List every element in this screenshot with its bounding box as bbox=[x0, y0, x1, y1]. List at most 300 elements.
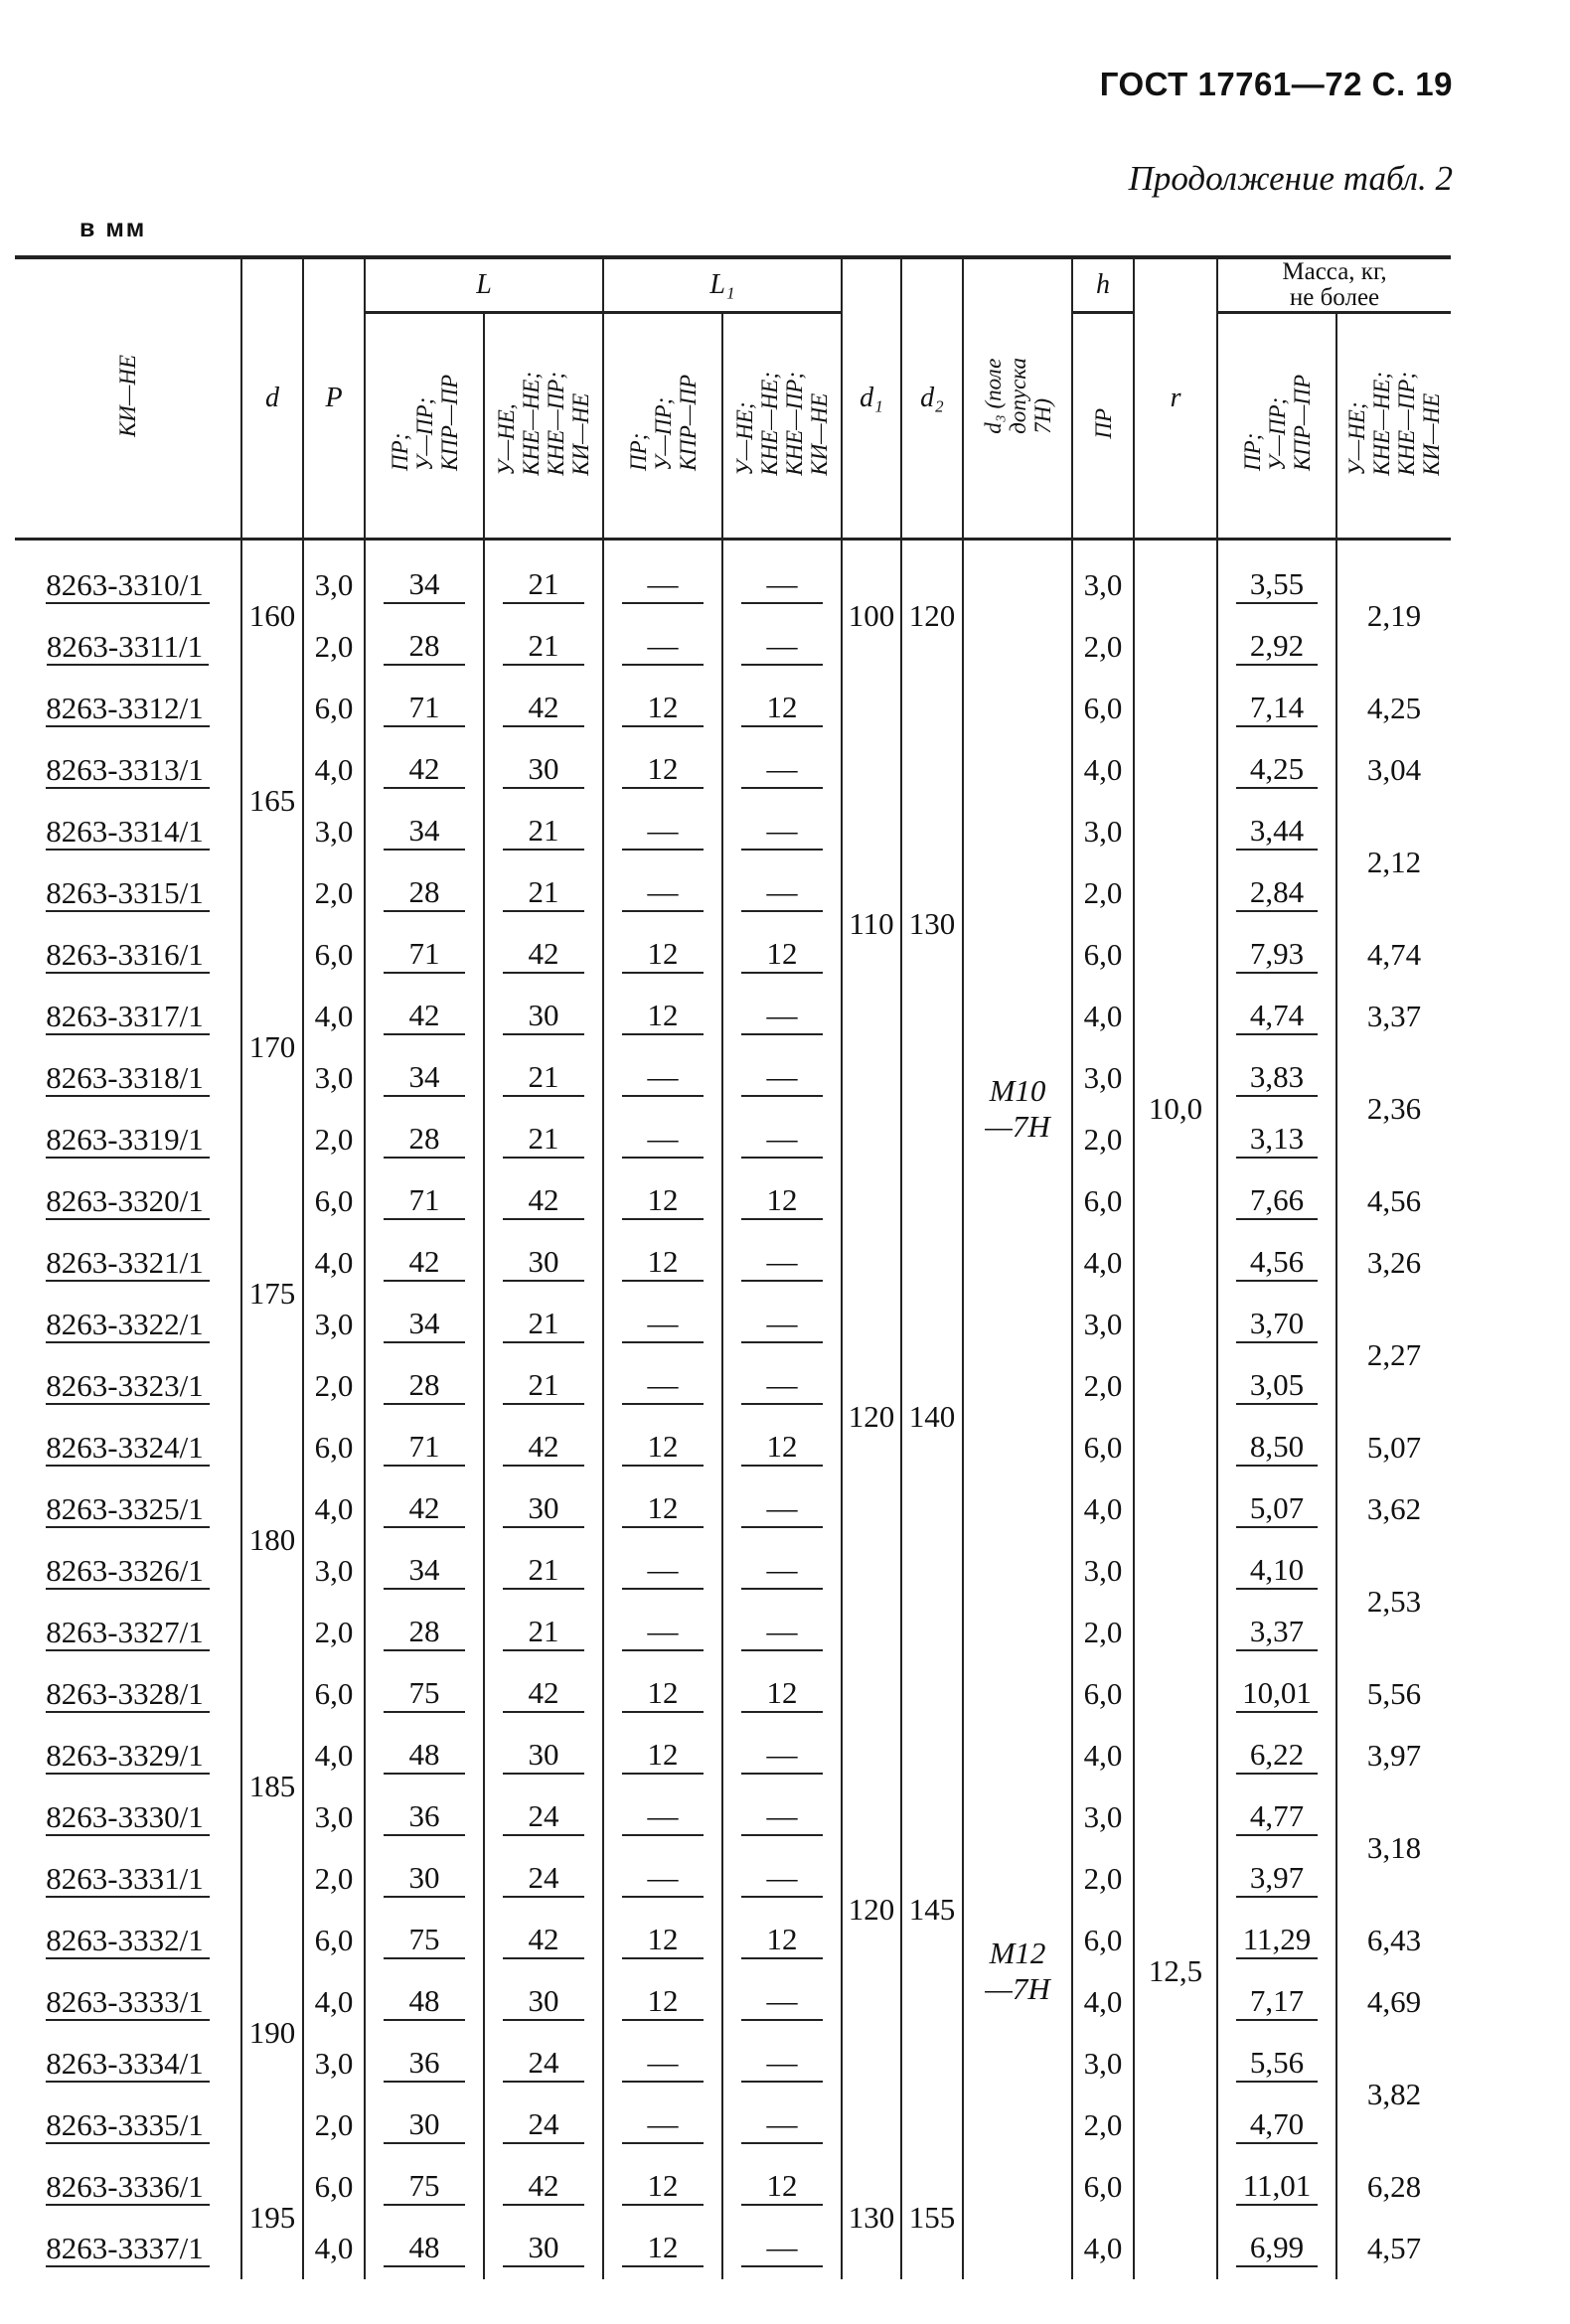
cell-h: 3,0 bbox=[1072, 540, 1134, 617]
cell-l-a bbox=[365, 1355, 484, 1417]
cell-h: 6,0 bbox=[1072, 1170, 1134, 1232]
cell-l-a-value: 30 bbox=[384, 2106, 466, 2144]
cell-code bbox=[15, 1294, 241, 1355]
cell-h: 4,0 bbox=[1072, 1232, 1134, 1294]
cell-mass-b: 4,56 bbox=[1336, 1170, 1451, 1232]
cell-mass-a-value: 4,25 bbox=[1236, 751, 1319, 789]
cell-l-b-value: 30 bbox=[503, 998, 585, 1035]
cell-mass-a-value: 4,74 bbox=[1236, 998, 1319, 1035]
cell-l1-a-value: — bbox=[622, 874, 705, 912]
cell-d: 160 bbox=[241, 540, 303, 679]
cell-mass-a bbox=[1217, 1109, 1336, 1170]
cell-mass-a bbox=[1217, 1910, 1336, 1971]
cell-l-a bbox=[365, 1540, 484, 1602]
cell-l-a-value: 36 bbox=[384, 1798, 466, 1836]
cell-l1-b bbox=[722, 1232, 842, 1294]
cell-l1-b-value: — bbox=[741, 2230, 824, 2267]
cell-l-b bbox=[484, 1786, 603, 1848]
cell-mass-a-value: 3,13 bbox=[1236, 1121, 1319, 1159]
cell-code bbox=[15, 1848, 241, 1910]
cell-code-value: 8263-3311/1 bbox=[47, 629, 209, 666]
cell-l-b bbox=[484, 801, 603, 862]
table-row bbox=[15, 1232, 1451, 1294]
cell-l-b-value: 30 bbox=[503, 2230, 585, 2267]
col-header-p: P bbox=[303, 257, 365, 540]
cell-mass-a bbox=[1217, 986, 1336, 1047]
cell-l1-a-value: 12 bbox=[622, 936, 705, 974]
cell-code-value: 8263-3325/1 bbox=[46, 1491, 209, 1528]
cell-l1-a bbox=[603, 678, 722, 739]
cell-code-value: 8263-3317/1 bbox=[46, 999, 209, 1035]
cell-l1-b-value: 12 bbox=[741, 1675, 824, 1713]
cell-code-value: 8263-3333/1 bbox=[46, 1984, 209, 2021]
cell-l1-a-value: 12 bbox=[622, 1922, 705, 1959]
cell-l1-b bbox=[722, 2156, 842, 2218]
cell-h: 2,0 bbox=[1072, 1355, 1134, 1417]
cell-l1-b bbox=[722, 1910, 842, 1971]
cell-mass-a bbox=[1217, 1294, 1336, 1355]
cell-l-b bbox=[484, 2094, 603, 2156]
cell-l-a-value: 36 bbox=[384, 2045, 466, 2083]
cell-l1-a bbox=[603, 1417, 722, 1478]
cell-l-a-value: 71 bbox=[384, 690, 466, 727]
cell-l-a-value: 42 bbox=[384, 1490, 466, 1528]
cell-l1-b-value: — bbox=[741, 1798, 824, 1836]
table-row bbox=[15, 739, 1451, 801]
cell-l-b-value: 21 bbox=[503, 1367, 585, 1405]
cell-l1-a bbox=[603, 540, 722, 617]
cell-p: 6,0 bbox=[303, 1417, 365, 1478]
cell-mass-a bbox=[1217, 1663, 1336, 1725]
cell-l1-a bbox=[603, 1109, 722, 1170]
col-header-l1-b: У—НЕ; КНЕ—НЕ; КНЕ—ПР; КИ—НЕ bbox=[722, 313, 842, 540]
col-header-mass-b: У—НЕ; КНЕ—НЕ; КНЕ—ПР; КИ—НЕ bbox=[1336, 313, 1451, 540]
cell-l-a bbox=[365, 1725, 484, 1786]
cell-l-b-value: 30 bbox=[503, 1490, 585, 1528]
table-row bbox=[15, 801, 1451, 862]
cell-l1-b-value: — bbox=[741, 874, 824, 912]
cell-mass-b: 2,53 bbox=[1336, 1540, 1451, 1663]
cell-code bbox=[15, 862, 241, 924]
table-row bbox=[15, 1294, 1451, 1355]
cell-d3: М10 —7Н bbox=[963, 540, 1072, 1664]
cell-p: 2,0 bbox=[303, 1602, 365, 1663]
cell-l-a-value: 30 bbox=[384, 1860, 466, 1898]
table-row bbox=[15, 2218, 1451, 2279]
cell-l-b bbox=[484, 1294, 603, 1355]
cell-l-a-value: 28 bbox=[384, 874, 466, 912]
cell-mass-b: 3,26 bbox=[1336, 1232, 1451, 1294]
cell-mass-a-value: 4,56 bbox=[1236, 1244, 1319, 1282]
cell-l-b-value: 30 bbox=[503, 1737, 585, 1775]
cell-p: 2,0 bbox=[303, 1848, 365, 1910]
cell-l1-b bbox=[722, 1848, 842, 1910]
cell-r: 10,0 bbox=[1134, 540, 1217, 1664]
cell-h: 2,0 bbox=[1072, 616, 1134, 678]
cell-l-b-value: 42 bbox=[503, 1922, 585, 1959]
cell-h: 3,0 bbox=[1072, 1294, 1134, 1355]
cell-code bbox=[15, 986, 241, 1047]
cell-l-a-value: 34 bbox=[384, 1306, 466, 1343]
cell-l1-a-value: — bbox=[622, 2045, 705, 2083]
cell-code-value: 8263-3337/1 bbox=[46, 2231, 209, 2267]
cell-l-a-value: 48 bbox=[384, 1737, 466, 1775]
unit-label: в мм bbox=[79, 215, 147, 242]
cell-mass-b: 3,62 bbox=[1336, 1478, 1451, 1540]
cell-l-a bbox=[365, 540, 484, 617]
cell-l-a bbox=[365, 616, 484, 678]
table-row bbox=[15, 986, 1451, 1047]
cell-l-b-value: 42 bbox=[503, 2168, 585, 2206]
cell-d: 185 bbox=[241, 1663, 303, 1910]
cell-l1-b-value: — bbox=[741, 2045, 824, 2083]
cell-d2: 130 bbox=[901, 678, 963, 1170]
cell-l-a-value: 75 bbox=[384, 1922, 466, 1959]
cell-l-a-value: 28 bbox=[384, 1367, 466, 1405]
cell-p: 4,0 bbox=[303, 1232, 365, 1294]
cell-d1: 110 bbox=[842, 678, 901, 1170]
cell-mass-a-value: 7,66 bbox=[1236, 1182, 1319, 1220]
cell-mass-b: 2,36 bbox=[1336, 1047, 1451, 1170]
table-row bbox=[15, 1478, 1451, 1540]
cell-p: 3,0 bbox=[303, 1786, 365, 1848]
cell-l1-b-value: — bbox=[741, 1059, 824, 1097]
cell-d2: 145 bbox=[901, 1663, 963, 2156]
cell-code bbox=[15, 739, 241, 801]
table-row bbox=[15, 1170, 1451, 1232]
cell-l-b bbox=[484, 1848, 603, 1910]
cell-l-b-value: 21 bbox=[503, 813, 585, 851]
cell-l1-a-value: 12 bbox=[622, 751, 705, 789]
cell-code bbox=[15, 801, 241, 862]
cell-h: 2,0 bbox=[1072, 2094, 1134, 2156]
cell-l-a-value: 75 bbox=[384, 1675, 466, 1713]
cell-mass-a bbox=[1217, 1478, 1336, 1540]
cell-mass-b: 3,97 bbox=[1336, 1725, 1451, 1786]
cell-l-a-value: 42 bbox=[384, 1244, 466, 1282]
col-header-h-pr: ПР bbox=[1072, 313, 1134, 540]
cell-p: 6,0 bbox=[303, 1663, 365, 1725]
cell-d2: 155 bbox=[901, 2156, 963, 2279]
cell-mass-b: 4,69 bbox=[1336, 1971, 1451, 2033]
cell-l1-a bbox=[603, 1848, 722, 1910]
cell-mass-a-value: 11,29 bbox=[1236, 1922, 1319, 1959]
cell-l1-a bbox=[603, 2218, 722, 2279]
cell-mass-b: 4,25 bbox=[1336, 678, 1451, 739]
cell-h: 3,0 bbox=[1072, 1786, 1134, 1848]
cell-h: 2,0 bbox=[1072, 1602, 1134, 1663]
cell-code bbox=[15, 1725, 241, 1786]
cell-l-b-value: 21 bbox=[503, 874, 585, 912]
cell-l-a-value: 71 bbox=[384, 1429, 466, 1467]
cell-l-a bbox=[365, 2094, 484, 2156]
cell-l1-b bbox=[722, 1047, 842, 1109]
cell-code bbox=[15, 1602, 241, 1663]
cell-h: 4,0 bbox=[1072, 986, 1134, 1047]
cell-l1-b-value: 12 bbox=[741, 1182, 824, 1220]
cell-l1-a bbox=[603, 2033, 722, 2094]
cell-l-b bbox=[484, 1725, 603, 1786]
col-header-l-a: ПР; У—ПР; КПР—ПР bbox=[365, 313, 484, 540]
cell-l-a bbox=[365, 1109, 484, 1170]
cell-mass-a bbox=[1217, 1971, 1336, 2033]
cell-code bbox=[15, 1232, 241, 1294]
cell-mass-a bbox=[1217, 540, 1336, 617]
cell-l1-b bbox=[722, 1109, 842, 1170]
cell-p: 6,0 bbox=[303, 1910, 365, 1971]
cell-code-value: 8263-3318/1 bbox=[46, 1060, 209, 1097]
cell-h: 3,0 bbox=[1072, 801, 1134, 862]
table-row bbox=[15, 1602, 1451, 1663]
cell-l-a-value: 71 bbox=[384, 936, 466, 974]
cell-l-a-value: 34 bbox=[384, 1552, 466, 1590]
cell-mass-a-value: 3,05 bbox=[1236, 1367, 1319, 1405]
cell-code bbox=[15, 1109, 241, 1170]
cell-code bbox=[15, 1663, 241, 1725]
cell-l-b bbox=[484, 862, 603, 924]
cell-l1-b-value: — bbox=[741, 1490, 824, 1528]
cell-mass-a bbox=[1217, 1786, 1336, 1848]
cell-code-value: 8263-3321/1 bbox=[46, 1245, 209, 1282]
cell-mass-a bbox=[1217, 1540, 1336, 1602]
cell-l1-a-value: 12 bbox=[622, 1675, 705, 1713]
cell-l-a bbox=[365, 678, 484, 739]
cell-code-value: 8263-3334/1 bbox=[46, 2046, 209, 2083]
cell-l-b-value: 42 bbox=[503, 690, 585, 727]
cell-l-b bbox=[484, 1663, 603, 1725]
cell-l1-b bbox=[722, 1355, 842, 1417]
cell-p: 4,0 bbox=[303, 739, 365, 801]
cell-l-b bbox=[484, 1047, 603, 1109]
cell-mass-a bbox=[1217, 1848, 1336, 1910]
cell-mass-a-value: 7,17 bbox=[1236, 1983, 1319, 2021]
cell-l-b bbox=[484, 1540, 603, 1602]
cell-l1-a-value: 12 bbox=[622, 1429, 705, 1467]
cell-code-value: 8263-3315/1 bbox=[46, 875, 209, 912]
cell-l-a bbox=[365, 1848, 484, 1910]
cell-mass-a-value: 7,93 bbox=[1236, 936, 1319, 974]
table-continuation-caption: Продолжение табл. 2 bbox=[1128, 159, 1453, 198]
cell-l-a bbox=[365, 2218, 484, 2279]
cell-l1-b bbox=[722, 1540, 842, 1602]
cell-l-b-value: 24 bbox=[503, 2045, 585, 2083]
cell-l1-a bbox=[603, 739, 722, 801]
cell-l-b bbox=[484, 1232, 603, 1294]
cell-mass-a-value: 2,92 bbox=[1236, 628, 1319, 666]
cell-l-b bbox=[484, 1971, 603, 2033]
cell-l-b bbox=[484, 2033, 603, 2094]
cell-l-b bbox=[484, 739, 603, 801]
cell-code-value: 8263-3322/1 bbox=[46, 1307, 209, 1343]
cell-p: 3,0 bbox=[303, 2033, 365, 2094]
cell-mass-a-value: 7,14 bbox=[1236, 690, 1319, 727]
cell-l-b-value: 21 bbox=[503, 566, 585, 604]
cell-code bbox=[15, 1047, 241, 1109]
col-header-l: L bbox=[365, 257, 603, 313]
cell-l-b-value: 21 bbox=[503, 1552, 585, 1590]
cell-l1-b-value: — bbox=[741, 1552, 824, 1590]
cell-mass-a bbox=[1217, 1170, 1336, 1232]
cell-l1-b-value: — bbox=[741, 1737, 824, 1775]
cell-mass-a bbox=[1217, 1602, 1336, 1663]
cell-mass-a bbox=[1217, 2156, 1336, 2218]
cell-l-b-value: 24 bbox=[503, 1798, 585, 1836]
col-header-l1: L₁ bbox=[603, 257, 842, 313]
cell-mass-a-value: 6,22 bbox=[1236, 1737, 1319, 1775]
cell-l1-b bbox=[722, 2033, 842, 2094]
cell-l1-a-value: — bbox=[622, 1306, 705, 1343]
cell-code-value: 8263-3324/1 bbox=[46, 1430, 209, 1467]
cell-p: 2,0 bbox=[303, 2094, 365, 2156]
cell-l1-a bbox=[603, 616, 722, 678]
cell-code-value: 8263-3329/1 bbox=[46, 1738, 209, 1775]
table-row bbox=[15, 924, 1451, 986]
cell-l1-a-value: — bbox=[622, 1367, 705, 1405]
cell-code-value: 8263-3320/1 bbox=[46, 1183, 209, 1220]
cell-code-value: 8263-3312/1 bbox=[46, 691, 209, 727]
cell-l-b-value: 21 bbox=[503, 1614, 585, 1651]
cell-l-b bbox=[484, 924, 603, 986]
cell-d1: 130 bbox=[842, 2156, 901, 2279]
table-row bbox=[15, 1047, 1451, 1109]
cell-l1-a bbox=[603, 1047, 722, 1109]
cell-l-a bbox=[365, 1047, 484, 1109]
cell-l1-a-value: 12 bbox=[622, 1244, 705, 1282]
cell-mass-a bbox=[1217, 1725, 1336, 1786]
cell-l-a bbox=[365, 1478, 484, 1540]
cell-p: 4,0 bbox=[303, 1478, 365, 1540]
cell-mass-a-value: 10,01 bbox=[1236, 1675, 1319, 1713]
cell-code bbox=[15, 1478, 241, 1540]
cell-r: 12,5 bbox=[1134, 1663, 1217, 2279]
cell-h: 2,0 bbox=[1072, 1848, 1134, 1910]
cell-h: 2,0 bbox=[1072, 1109, 1134, 1170]
cell-l1-b-value: 12 bbox=[741, 1429, 824, 1467]
cell-code bbox=[15, 2218, 241, 2279]
cell-mass-b: 3,82 bbox=[1336, 2033, 1451, 2156]
cell-l-b bbox=[484, 1478, 603, 1540]
cell-l-a bbox=[365, 1602, 484, 1663]
cell-l1-b bbox=[722, 2094, 842, 2156]
col-header-d2: d₂ bbox=[901, 257, 963, 540]
cell-h: 4,0 bbox=[1072, 739, 1134, 801]
cell-l1-b bbox=[722, 801, 842, 862]
cell-l1-b-value: — bbox=[741, 566, 824, 604]
cell-l-b-value: 30 bbox=[503, 1244, 585, 1282]
cell-h: 4,0 bbox=[1072, 1725, 1134, 1786]
cell-l-a-value: 48 bbox=[384, 2230, 466, 2267]
cell-l1-b-value: — bbox=[741, 1306, 824, 1343]
col-header-h: h bbox=[1072, 257, 1134, 313]
cell-d1: 120 bbox=[842, 1663, 901, 2156]
cell-l-a-value: 28 bbox=[384, 1614, 466, 1651]
col-header-mass-a: ПР; У—ПР; КПР—ПР bbox=[1217, 313, 1336, 540]
cell-l1-a bbox=[603, 1355, 722, 1417]
cell-mass-b: 5,07 bbox=[1336, 1417, 1451, 1478]
table-row bbox=[15, 2033, 1451, 2094]
cell-mass-b: 3,04 bbox=[1336, 739, 1451, 801]
cell-l-a-value: 34 bbox=[384, 1059, 466, 1097]
cell-l1-a bbox=[603, 924, 722, 986]
cell-l1-b bbox=[722, 1602, 842, 1663]
cell-p: 2,0 bbox=[303, 1109, 365, 1170]
cell-code bbox=[15, 1786, 241, 1848]
cell-l1-b bbox=[722, 1971, 842, 2033]
cell-mass-a bbox=[1217, 1232, 1336, 1294]
cell-l1-b-value: 12 bbox=[741, 1922, 824, 1959]
cell-mass-a-value: 6,99 bbox=[1236, 2230, 1319, 2267]
cell-l1-a bbox=[603, 1725, 722, 1786]
cell-l-a bbox=[365, 1294, 484, 1355]
cell-l1-a bbox=[603, 1786, 722, 1848]
cell-l1-a bbox=[603, 1478, 722, 1540]
cell-l-b bbox=[484, 2218, 603, 2279]
cell-mass-a-value: 5,07 bbox=[1236, 1490, 1319, 1528]
cell-l-b-value: 42 bbox=[503, 1675, 585, 1713]
cell-code-value: 8263-3313/1 bbox=[46, 752, 209, 789]
cell-code bbox=[15, 678, 241, 739]
cell-mass-a bbox=[1217, 2033, 1336, 2094]
dimensions-table bbox=[15, 255, 1451, 2279]
cell-code bbox=[15, 1540, 241, 1602]
cell-p: 4,0 bbox=[303, 1971, 365, 2033]
cell-p: 6,0 bbox=[303, 924, 365, 986]
cell-h: 6,0 bbox=[1072, 1910, 1134, 1971]
cell-l-a bbox=[365, 1663, 484, 1725]
cell-mass-b: 6,28 bbox=[1336, 2156, 1451, 2218]
cell-l-a-value: 75 bbox=[384, 2168, 466, 2206]
table-row bbox=[15, 1725, 1451, 1786]
cell-l-b bbox=[484, 1910, 603, 1971]
cell-mass-b: 3,37 bbox=[1336, 986, 1451, 1047]
cell-l1-a bbox=[603, 1294, 722, 1355]
cell-l1-a-value: — bbox=[622, 1121, 705, 1159]
cell-l1-a-value: — bbox=[622, 1059, 705, 1097]
cell-l-b bbox=[484, 1602, 603, 1663]
cell-mass-a-value: 4,77 bbox=[1236, 1798, 1319, 1836]
cell-d3: М12 —7Н bbox=[963, 1663, 1072, 2279]
cell-l-a-value: 48 bbox=[384, 1983, 466, 2021]
cell-l1-a-value: — bbox=[622, 1552, 705, 1590]
cell-l1-a bbox=[603, 2156, 722, 2218]
cell-l-a-value: 28 bbox=[384, 1121, 466, 1159]
cell-code-value: 8263-3328/1 bbox=[46, 1676, 209, 1713]
cell-l1-b bbox=[722, 1663, 842, 1725]
cell-h: 3,0 bbox=[1072, 1047, 1134, 1109]
cell-d2: 140 bbox=[901, 1170, 963, 1663]
cell-d: 165 bbox=[241, 678, 303, 924]
cell-code bbox=[15, 616, 241, 678]
cell-l1-a bbox=[603, 1910, 722, 1971]
cell-p: 3,0 bbox=[303, 801, 365, 862]
cell-code-value: 8263-3335/1 bbox=[46, 2107, 209, 2144]
cell-l1-b-value: — bbox=[741, 1244, 824, 1282]
cell-l1-b-value: — bbox=[741, 1121, 824, 1159]
cell-p: 6,0 bbox=[303, 1170, 365, 1232]
cell-l-b bbox=[484, 2156, 603, 2218]
cell-l1-b bbox=[722, 1294, 842, 1355]
cell-d: 175 bbox=[241, 1170, 303, 1417]
cell-code-value: 8263-3331/1 bbox=[46, 1861, 209, 1898]
cell-l1-a-value: 12 bbox=[622, 2230, 705, 2267]
cell-mass-a-value: 3,70 bbox=[1236, 1306, 1319, 1343]
cell-l1-b bbox=[722, 2218, 842, 2279]
cell-l1-b bbox=[722, 862, 842, 924]
cell-l1-b bbox=[722, 540, 842, 617]
cell-l-b-value: 42 bbox=[503, 936, 585, 974]
cell-l-b-value: 24 bbox=[503, 2106, 585, 2144]
cell-mass-a bbox=[1217, 801, 1336, 862]
